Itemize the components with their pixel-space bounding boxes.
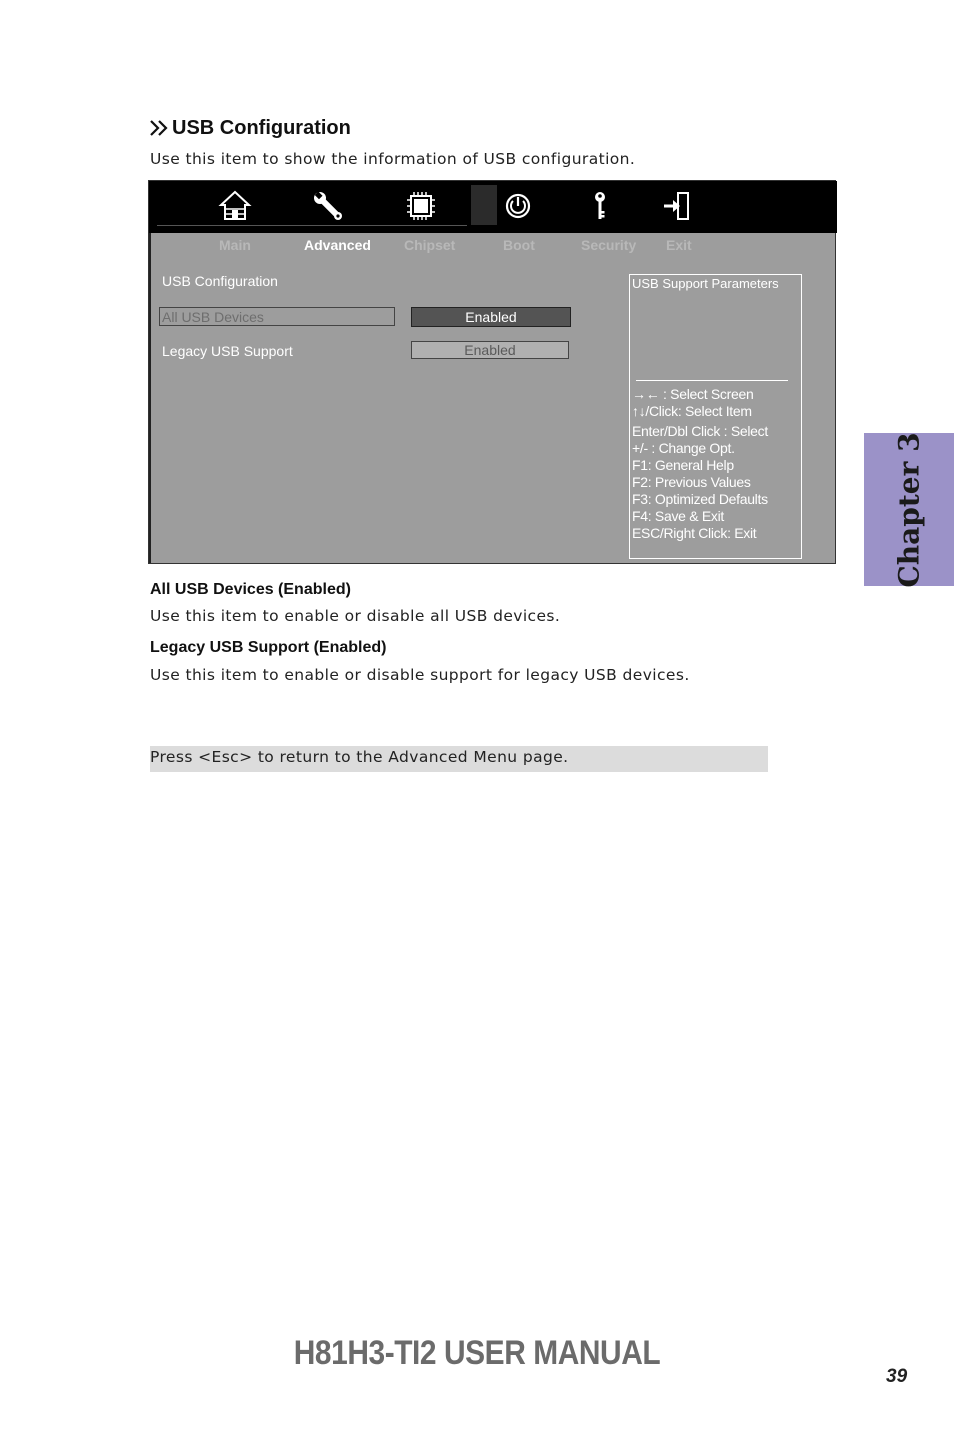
key-icon[interactable] <box>583 189 617 223</box>
key-hint: F2: Previous Values <box>632 474 751 490</box>
page-number: 39 <box>886 1366 908 1387</box>
double-chevron-right-icon <box>148 117 170 139</box>
legacy-usb-support-value[interactable]: Enabled <box>411 341 569 359</box>
section-heading <box>148 114 351 142</box>
tab-boot[interactable]: Boot <box>503 237 535 253</box>
selected-tab-marker <box>471 185 497 225</box>
esc-note: Press <Esc> to return to the Advanced Menu page. <box>150 746 768 772</box>
description-text: Use this item to enable or disable support for legacy USB devices. <box>150 666 690 684</box>
tab-exit[interactable]: Exit <box>666 237 692 253</box>
chapter-tab <box>864 433 954 586</box>
description-heading: All USB Devices (Enabled) <box>150 581 351 598</box>
power-icon[interactable] <box>501 189 535 223</box>
top-bar-divider <box>157 225 467 226</box>
bios-screen <box>148 180 836 564</box>
key-hint: F4: Save & Exit <box>632 508 724 524</box>
key-hint: F1: General Help <box>632 457 734 473</box>
key-hint: F3: Optimized Defaults <box>632 491 768 507</box>
all-usb-devices-item[interactable] <box>159 307 395 326</box>
exit-icon[interactable] <box>661 189 695 223</box>
legacy-usb-support-label[interactable]: Legacy USB Support <box>162 343 293 359</box>
tab-main[interactable]: Main <box>219 237 251 253</box>
key-hint: ESC/Right Click: Exit <box>632 525 757 541</box>
screen-left-edge <box>149 233 151 563</box>
manual-title: H81H3-TI2 USER MANUAL <box>293 1334 661 1372</box>
tab-chipset[interactable]: Chipset <box>404 237 456 253</box>
key-hint: +/- : Change Opt. <box>632 440 735 456</box>
key-legend <box>632 386 768 542</box>
home-icon[interactable] <box>218 189 252 223</box>
description-text: Use this item to enable or disable all USB devices. <box>150 607 561 625</box>
help-title: USB Support Parameters <box>632 276 779 291</box>
tab-advanced[interactable]: Advanced <box>304 237 371 253</box>
description-heading: Legacy USB Support (Enabled) <box>150 639 387 656</box>
help-panel <box>629 274 802 559</box>
key-hint: →← : Select Screen <box>632 386 754 402</box>
all-usb-devices-label: All USB Devices <box>162 309 264 325</box>
wrench-icon[interactable] <box>311 189 345 223</box>
bios-page-title: USB Configuration <box>162 273 278 289</box>
help-divider <box>636 380 788 381</box>
key-hint: ↑↓/Click: Select Item <box>632 403 752 419</box>
chip-icon[interactable] <box>404 189 438 223</box>
tab-security[interactable]: Security <box>581 237 637 253</box>
section-intro: Use this item to show the information of USB configuration. <box>150 150 636 168</box>
key-hint: Enter/Dbl Click : Select <box>632 423 768 439</box>
chapter-label: Chapter 3 <box>892 431 926 588</box>
all-usb-devices-value[interactable]: Enabled <box>411 307 571 327</box>
section-title: USB Configuration <box>172 116 351 139</box>
